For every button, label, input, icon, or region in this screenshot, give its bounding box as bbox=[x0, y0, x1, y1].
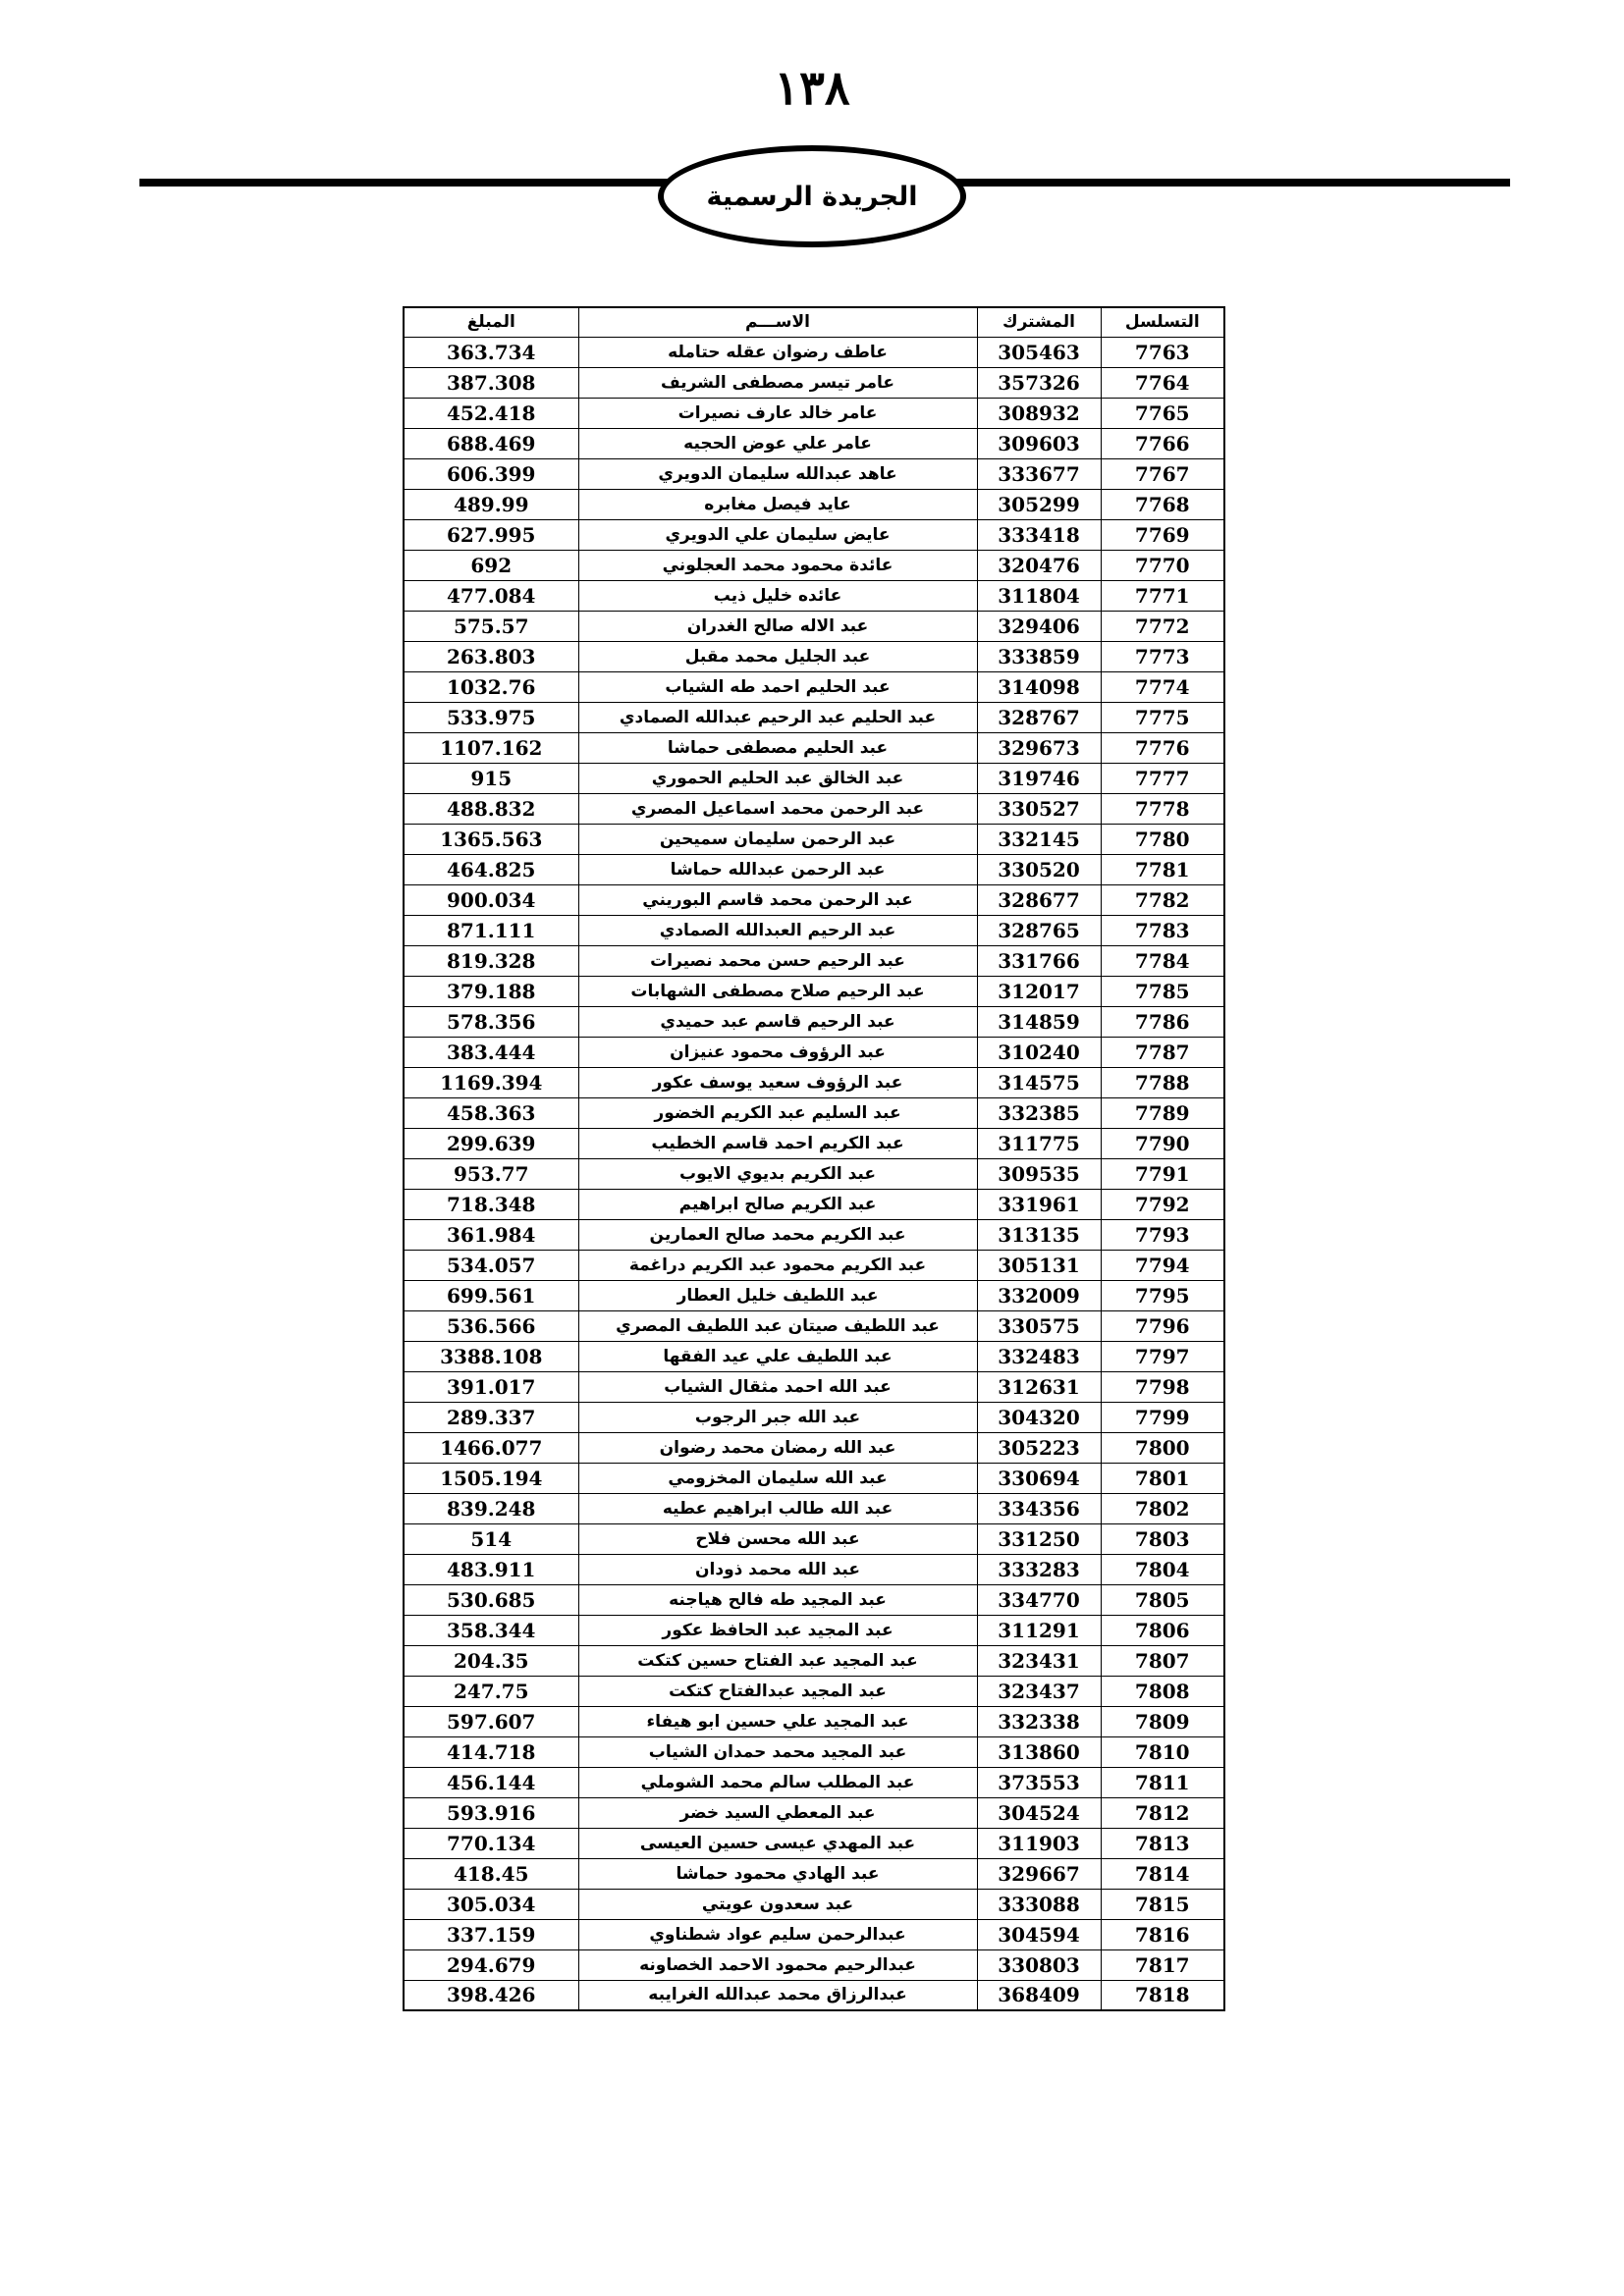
subscriber-cell: 330694 bbox=[977, 1463, 1101, 1493]
serial-cell: 7795 bbox=[1101, 1280, 1224, 1310]
table-row bbox=[404, 1523, 1224, 1554]
serial-cell: 7811 bbox=[1101, 1767, 1224, 1797]
subscriber-cell: 305131 bbox=[977, 1250, 1101, 1280]
amount-cell: 534.057 bbox=[404, 1250, 578, 1280]
name-cell: عبد المجيد محمد حمدان الشياب bbox=[578, 1736, 977, 1767]
amount-cell: 692 bbox=[404, 550, 578, 580]
subscriber-cell: 333283 bbox=[977, 1554, 1101, 1584]
subscriber-cell: 333677 bbox=[977, 458, 1101, 489]
subscriber-cell: 305299 bbox=[977, 489, 1101, 519]
serial-cell: 7813 bbox=[1101, 1828, 1224, 1858]
table-row bbox=[404, 732, 1224, 763]
table-row bbox=[404, 1858, 1224, 1889]
table-row bbox=[404, 1615, 1224, 1645]
table-row bbox=[404, 489, 1224, 519]
amount-cell: 477.084 bbox=[404, 580, 578, 611]
serial-cell: 7782 bbox=[1101, 884, 1224, 915]
subscriber-cell: 332385 bbox=[977, 1097, 1101, 1128]
amount-cell: 688.469 bbox=[404, 428, 578, 458]
serial-cell: 7802 bbox=[1101, 1493, 1224, 1523]
serial-cell: 7774 bbox=[1101, 671, 1224, 702]
amount-cell: 464.825 bbox=[404, 854, 578, 884]
amount-cell: 1505.194 bbox=[404, 1463, 578, 1493]
name-cell: عبد الكريم بديوي الايوب bbox=[578, 1158, 977, 1189]
serial-cell: 7780 bbox=[1101, 824, 1224, 854]
table-row bbox=[404, 641, 1224, 671]
table-row bbox=[404, 1767, 1224, 1797]
subscriber-cell: 328767 bbox=[977, 702, 1101, 732]
table-row bbox=[404, 1006, 1224, 1037]
serial-header: التسلسل bbox=[1101, 307, 1224, 337]
name-cell: عبد الكريم صالح ابراهيم bbox=[578, 1189, 977, 1219]
name-cell: عبد الله طالب ابراهيم عطيه bbox=[578, 1493, 977, 1523]
table-row bbox=[404, 854, 1224, 884]
subscriber-cell: 313860 bbox=[977, 1736, 1101, 1767]
name-cell: عبد المجيد علي حسين ابو هيفاء bbox=[578, 1706, 977, 1736]
table-row bbox=[404, 1402, 1224, 1432]
serial-cell: 7812 bbox=[1101, 1797, 1224, 1828]
table-row bbox=[404, 398, 1224, 428]
table-row bbox=[404, 884, 1224, 915]
table-header-row bbox=[404, 307, 1224, 337]
amount-cell: 294.679 bbox=[404, 1949, 578, 1980]
subscriber-cell: 314098 bbox=[977, 671, 1101, 702]
serial-cell: 7772 bbox=[1101, 611, 1224, 641]
name-cell: عبد الله محسن فلاح bbox=[578, 1523, 977, 1554]
table-row bbox=[404, 550, 1224, 580]
subscriber-cell: 329406 bbox=[977, 611, 1101, 641]
table-row bbox=[404, 1341, 1224, 1371]
serial-cell: 7764 bbox=[1101, 367, 1224, 398]
table-row bbox=[404, 1584, 1224, 1615]
serial-cell: 7805 bbox=[1101, 1584, 1224, 1615]
table-row bbox=[404, 1189, 1224, 1219]
table-row bbox=[404, 1097, 1224, 1128]
name-cell: عبد الرحيم حسن محمد نصيرات bbox=[578, 945, 977, 976]
amount-cell: 337.159 bbox=[404, 1919, 578, 1949]
amount-cell: 414.718 bbox=[404, 1736, 578, 1767]
table-row bbox=[404, 428, 1224, 458]
name-cell: عبد الحليم احمد طه الشياب bbox=[578, 671, 977, 702]
subscriber-cell: 330520 bbox=[977, 854, 1101, 884]
subscriber-cell: 312631 bbox=[977, 1371, 1101, 1402]
serial-cell: 7773 bbox=[1101, 641, 1224, 671]
serial-cell: 7801 bbox=[1101, 1463, 1224, 1493]
name-cell: عايض سليمان علي الدويري bbox=[578, 519, 977, 550]
serial-cell: 7804 bbox=[1101, 1554, 1224, 1584]
table-row bbox=[404, 519, 1224, 550]
table-row bbox=[404, 915, 1224, 945]
name-cell: عبد المعطي السيد خضر bbox=[578, 1797, 977, 1828]
subscriber-cell: 309535 bbox=[977, 1158, 1101, 1189]
serial-cell: 7771 bbox=[1101, 580, 1224, 611]
amount-cell: 358.344 bbox=[404, 1615, 578, 1645]
table-row bbox=[404, 1432, 1224, 1463]
table-row bbox=[404, 1797, 1224, 1828]
name-cell: عبد الحليم مصطفى حماشا bbox=[578, 732, 977, 763]
name-cell: عاطف رضوان عقله حتامله bbox=[578, 337, 977, 367]
name-cell: عبد الرؤوف سعيد يوسف عكور bbox=[578, 1067, 977, 1097]
amount-cell: 489.99 bbox=[404, 489, 578, 519]
name-cell: عبد المجيد عبد الفتاح حسين كتكت bbox=[578, 1645, 977, 1676]
name-cell: عبد اللطيف خليل العطار bbox=[578, 1280, 977, 1310]
amount-cell: 533.975 bbox=[404, 702, 578, 732]
subscriber-cell: 333088 bbox=[977, 1889, 1101, 1919]
serial-cell: 7777 bbox=[1101, 763, 1224, 793]
amount-cell: 839.248 bbox=[404, 1493, 578, 1523]
header-title: الجريدة الرسمية bbox=[706, 181, 918, 212]
subscriber-cell: 319746 bbox=[977, 763, 1101, 793]
subscriber-cell: 310240 bbox=[977, 1037, 1101, 1067]
name-cell: عائدة محمود محمد العجلوني bbox=[578, 550, 977, 580]
subscriber-cell: 304320 bbox=[977, 1402, 1101, 1432]
serial-cell: 7765 bbox=[1101, 398, 1224, 428]
subscriber-cell: 330527 bbox=[977, 793, 1101, 824]
table-row bbox=[404, 945, 1224, 976]
amount-cell: 1107.162 bbox=[404, 732, 578, 763]
subscriber-cell: 330575 bbox=[977, 1310, 1101, 1341]
serial-cell: 7785 bbox=[1101, 976, 1224, 1006]
subscriber-cell: 334770 bbox=[977, 1584, 1101, 1615]
amount-cell: 953.77 bbox=[404, 1158, 578, 1189]
subscriber-cell: 314575 bbox=[977, 1067, 1101, 1097]
name-cell: عبد الحليم عبد الرحيم عبدالله الصمادي bbox=[578, 702, 977, 732]
name-cell: عبد اللطيف صيتان عبد اللطيف المصري bbox=[578, 1310, 977, 1341]
amount-cell: 606.399 bbox=[404, 458, 578, 489]
serial-cell: 7794 bbox=[1101, 1250, 1224, 1280]
name-header: الاســـم bbox=[578, 307, 977, 337]
serial-cell: 7776 bbox=[1101, 732, 1224, 763]
table-row bbox=[404, 702, 1224, 732]
name-cell: عبد الكريم محمود عبد الكريم دراغمة bbox=[578, 1250, 977, 1280]
amount-cell: 1169.394 bbox=[404, 1067, 578, 1097]
subscriber-cell: 332483 bbox=[977, 1341, 1101, 1371]
serial-cell: 7814 bbox=[1101, 1858, 1224, 1889]
table-body bbox=[404, 337, 1224, 2010]
table-row bbox=[404, 1128, 1224, 1158]
amount-cell: 387.308 bbox=[404, 367, 578, 398]
serial-cell: 7768 bbox=[1101, 489, 1224, 519]
subscriber-cell: 332338 bbox=[977, 1706, 1101, 1736]
table-row bbox=[404, 1645, 1224, 1676]
serial-cell: 7807 bbox=[1101, 1645, 1224, 1676]
amount-cell: 383.444 bbox=[404, 1037, 578, 1067]
name-cell: عبد الخالق عبد الحليم الحموري bbox=[578, 763, 977, 793]
amount-cell: 530.685 bbox=[404, 1584, 578, 1615]
serial-cell: 7803 bbox=[1101, 1523, 1224, 1554]
amount-cell: 488.832 bbox=[404, 793, 578, 824]
serial-cell: 7810 bbox=[1101, 1736, 1224, 1767]
amount-cell: 900.034 bbox=[404, 884, 578, 915]
name-cell: عبد الله جبر الرجوب bbox=[578, 1402, 977, 1432]
name-cell: عبد السليم عبد الكريم الخضور bbox=[578, 1097, 977, 1128]
serial-cell: 7817 bbox=[1101, 1949, 1224, 1980]
name-cell: عبد الله سليمان المخزومي bbox=[578, 1463, 977, 1493]
table-row bbox=[404, 1310, 1224, 1341]
table-row bbox=[404, 1736, 1224, 1767]
name-cell: عامر خالد عارف نصيرات bbox=[578, 398, 977, 428]
name-cell: عبد الرحمن عبدالله حماشا bbox=[578, 854, 977, 884]
amount-cell: 627.995 bbox=[404, 519, 578, 550]
serial-cell: 7786 bbox=[1101, 1006, 1224, 1037]
subscriber-cell: 304594 bbox=[977, 1919, 1101, 1949]
amount-cell: 391.017 bbox=[404, 1371, 578, 1402]
subscriber-cell: 320476 bbox=[977, 550, 1101, 580]
table-row bbox=[404, 337, 1224, 367]
name-cell: عبد الهادي محمود حماشا bbox=[578, 1858, 977, 1889]
table-row bbox=[404, 976, 1224, 1006]
amount-cell: 299.639 bbox=[404, 1128, 578, 1158]
table-row bbox=[404, 611, 1224, 641]
subscriber-cell: 304524 bbox=[977, 1797, 1101, 1828]
name-cell: عبد المهدي عيسى حسين العيسى bbox=[578, 1828, 977, 1858]
name-cell: عائده خليل ذيب bbox=[578, 580, 977, 611]
subscriber-cell: 332145 bbox=[977, 824, 1101, 854]
serial-cell: 7793 bbox=[1101, 1219, 1224, 1250]
subscriber-cell: 332009 bbox=[977, 1280, 1101, 1310]
table-row bbox=[404, 824, 1224, 854]
amount-cell: 289.337 bbox=[404, 1402, 578, 1432]
serial-cell: 7809 bbox=[1101, 1706, 1224, 1736]
page-number: ١٣٨ bbox=[774, 61, 850, 116]
amount-cell: 871.111 bbox=[404, 915, 578, 945]
name-cell: عاهد عبدالله سليمان الدويري bbox=[578, 458, 977, 489]
subscriber-cell: 368409 bbox=[977, 1980, 1101, 2010]
amount-cell: 1466.077 bbox=[404, 1432, 578, 1463]
serial-cell: 7797 bbox=[1101, 1341, 1224, 1371]
serial-cell: 7818 bbox=[1101, 1980, 1224, 2010]
serial-cell: 7788 bbox=[1101, 1067, 1224, 1097]
table-row bbox=[404, 367, 1224, 398]
subscriber-cell: 330803 bbox=[977, 1949, 1101, 1980]
register-table bbox=[403, 306, 1225, 2011]
serial-cell: 7763 bbox=[1101, 337, 1224, 367]
subscriber-cell: 311775 bbox=[977, 1128, 1101, 1158]
subscriber-cell: 328677 bbox=[977, 884, 1101, 915]
subscriber-cell: 357326 bbox=[977, 367, 1101, 398]
name-cell: عبد الرحيم صلاح مصطفى الشهابات bbox=[578, 976, 977, 1006]
subscriber-cell: 305463 bbox=[977, 337, 1101, 367]
name-cell: عايد فيصل مغابره bbox=[578, 489, 977, 519]
amount-cell: 770.134 bbox=[404, 1828, 578, 1858]
table-row bbox=[404, 1037, 1224, 1067]
subscriber-cell: 333418 bbox=[977, 519, 1101, 550]
serial-cell: 7796 bbox=[1101, 1310, 1224, 1341]
amount-cell: 3388.108 bbox=[404, 1341, 578, 1371]
amount-cell: 458.363 bbox=[404, 1097, 578, 1128]
table-row bbox=[404, 671, 1224, 702]
table-row bbox=[404, 580, 1224, 611]
table-row bbox=[404, 1919, 1224, 1949]
serial-cell: 7798 bbox=[1101, 1371, 1224, 1402]
table-row bbox=[404, 1250, 1224, 1280]
name-cell: عبد اللطيف علي عيد الفقها bbox=[578, 1341, 977, 1371]
name-cell: عامر تيسر مصطفى الشريف bbox=[578, 367, 977, 398]
subscriber-cell: 331961 bbox=[977, 1189, 1101, 1219]
table-row bbox=[404, 763, 1224, 793]
name-cell: عبد الله احمد مثقال الشياب bbox=[578, 1371, 977, 1402]
serial-cell: 7815 bbox=[1101, 1889, 1224, 1919]
table-row bbox=[404, 1463, 1224, 1493]
name-cell: عبد الكريم احمد قاسم الخطيب bbox=[578, 1128, 977, 1158]
subscriber-cell: 334356 bbox=[977, 1493, 1101, 1523]
amount-cell: 915 bbox=[404, 763, 578, 793]
amount-cell: 718.348 bbox=[404, 1189, 578, 1219]
amount-cell: 819.328 bbox=[404, 945, 578, 976]
amount-header: المبلغ bbox=[404, 307, 578, 337]
name-cell: عبد الرحيم العبدالله الصمادي bbox=[578, 915, 977, 945]
amount-cell: 1365.563 bbox=[404, 824, 578, 854]
table-row bbox=[404, 1158, 1224, 1189]
name-cell: عبد المجيد عبدالفتاح كتكت bbox=[578, 1676, 977, 1706]
table-row bbox=[404, 1371, 1224, 1402]
serial-cell: 7792 bbox=[1101, 1189, 1224, 1219]
serial-cell: 7769 bbox=[1101, 519, 1224, 550]
amount-cell: 379.188 bbox=[404, 976, 578, 1006]
amount-cell: 305.034 bbox=[404, 1889, 578, 1919]
name-cell: عبد الله محمد ذودان bbox=[578, 1554, 977, 1584]
subscriber-cell: 323437 bbox=[977, 1676, 1101, 1706]
subscriber-cell: 329673 bbox=[977, 732, 1101, 763]
name-cell: عبد الرحمن سليمان سميحين bbox=[578, 824, 977, 854]
table-row bbox=[404, 1706, 1224, 1736]
subscriber-cell: 311291 bbox=[977, 1615, 1101, 1645]
name-cell: عبد المطلب سالم محمد الشوملي bbox=[578, 1767, 977, 1797]
serial-cell: 7783 bbox=[1101, 915, 1224, 945]
table-row bbox=[404, 793, 1224, 824]
amount-cell: 514 bbox=[404, 1523, 578, 1554]
serial-cell: 7800 bbox=[1101, 1432, 1224, 1463]
table-row bbox=[404, 1828, 1224, 1858]
subscriber-cell: 309603 bbox=[977, 428, 1101, 458]
subscriber-cell: 308932 bbox=[977, 398, 1101, 428]
subscriber-header: المشترك bbox=[977, 307, 1101, 337]
table-row bbox=[404, 1219, 1224, 1250]
amount-cell: 263.803 bbox=[404, 641, 578, 671]
amount-cell: 536.566 bbox=[404, 1310, 578, 1341]
amount-cell: 204.35 bbox=[404, 1645, 578, 1676]
subscriber-cell: 305223 bbox=[977, 1432, 1101, 1463]
name-cell: عبد الرحمن محمد اسماعيل المصري bbox=[578, 793, 977, 824]
serial-cell: 7778 bbox=[1101, 793, 1224, 824]
table-row bbox=[404, 1889, 1224, 1919]
serial-cell: 7806 bbox=[1101, 1615, 1224, 1645]
serial-cell: 7767 bbox=[1101, 458, 1224, 489]
subscriber-cell: 329667 bbox=[977, 1858, 1101, 1889]
serial-cell: 7787 bbox=[1101, 1037, 1224, 1067]
header-title-oval bbox=[658, 145, 966, 247]
serial-cell: 7791 bbox=[1101, 1158, 1224, 1189]
name-cell: عبد الاله صالح الغدران bbox=[578, 611, 977, 641]
amount-cell: 578.356 bbox=[404, 1006, 578, 1037]
name-cell: عبد الله رمضان محمد رضوان bbox=[578, 1432, 977, 1463]
name-cell: عبد الرحمن محمد قاسم البوريني bbox=[578, 884, 977, 915]
amount-cell: 398.426 bbox=[404, 1980, 578, 2010]
name-cell: عبد الكريم محمد صالح العمارين bbox=[578, 1219, 977, 1250]
serial-cell: 7816 bbox=[1101, 1919, 1224, 1949]
amount-cell: 593.916 bbox=[404, 1797, 578, 1828]
serial-cell: 7808 bbox=[1101, 1676, 1224, 1706]
subscriber-cell: 331766 bbox=[977, 945, 1101, 976]
table-row bbox=[404, 1980, 1224, 2010]
name-cell: عبدالرزاق محمد عبدالله الغرايبه bbox=[578, 1980, 977, 2010]
serial-cell: 7781 bbox=[1101, 854, 1224, 884]
serial-cell: 7799 bbox=[1101, 1402, 1224, 1432]
amount-cell: 363.734 bbox=[404, 337, 578, 367]
table-row bbox=[404, 1554, 1224, 1584]
subscriber-cell: 313135 bbox=[977, 1219, 1101, 1250]
name-cell: عامر علي عوض الحجيه bbox=[578, 428, 977, 458]
serial-cell: 7784 bbox=[1101, 945, 1224, 976]
serial-cell: 7789 bbox=[1101, 1097, 1224, 1128]
amount-cell: 483.911 bbox=[404, 1554, 578, 1584]
table-row bbox=[404, 1493, 1224, 1523]
subscriber-cell: 333859 bbox=[977, 641, 1101, 671]
table-row bbox=[404, 458, 1224, 489]
amount-cell: 418.45 bbox=[404, 1858, 578, 1889]
serial-cell: 7770 bbox=[1101, 550, 1224, 580]
subscriber-cell: 314859 bbox=[977, 1006, 1101, 1037]
subscriber-cell: 328765 bbox=[977, 915, 1101, 945]
subscriber-cell: 331250 bbox=[977, 1523, 1101, 1554]
amount-cell: 699.561 bbox=[404, 1280, 578, 1310]
subscriber-cell: 311804 bbox=[977, 580, 1101, 611]
table-row bbox=[404, 1676, 1224, 1706]
name-cell: عبد المجيد عبد الحافظ عكور bbox=[578, 1615, 977, 1645]
subscriber-cell: 373553 bbox=[977, 1767, 1101, 1797]
name-cell: عبد سعدون عويتي bbox=[578, 1889, 977, 1919]
amount-cell: 456.144 bbox=[404, 1767, 578, 1797]
table-row bbox=[404, 1067, 1224, 1097]
amount-cell: 452.418 bbox=[404, 398, 578, 428]
amount-cell: 247.75 bbox=[404, 1676, 578, 1706]
name-cell: عبد الرحيم قاسم عبد حميدي bbox=[578, 1006, 977, 1037]
name-cell: عبد الرؤوف محمود عنيزان bbox=[578, 1037, 977, 1067]
table-row bbox=[404, 1280, 1224, 1310]
amount-cell: 1032.76 bbox=[404, 671, 578, 702]
amount-cell: 361.984 bbox=[404, 1219, 578, 1250]
subscriber-cell: 323431 bbox=[977, 1645, 1101, 1676]
name-cell: عبدالرحمن سليم عواد شطناوي bbox=[578, 1919, 977, 1949]
name-cell: عبد الجليل محمد مقبل bbox=[578, 641, 977, 671]
serial-cell: 7790 bbox=[1101, 1128, 1224, 1158]
amount-cell: 597.607 bbox=[404, 1706, 578, 1736]
serial-cell: 7766 bbox=[1101, 428, 1224, 458]
name-cell: عبدالرحيم محمود الاحمد الخصاونه bbox=[578, 1949, 977, 1980]
table-row bbox=[404, 1949, 1224, 1980]
amount-cell: 575.57 bbox=[404, 611, 578, 641]
subscriber-cell: 311903 bbox=[977, 1828, 1101, 1858]
subscriber-cell: 312017 bbox=[977, 976, 1101, 1006]
name-cell: عبد المجيد طه فالح هياجنه bbox=[578, 1584, 977, 1615]
serial-cell: 7775 bbox=[1101, 702, 1224, 732]
